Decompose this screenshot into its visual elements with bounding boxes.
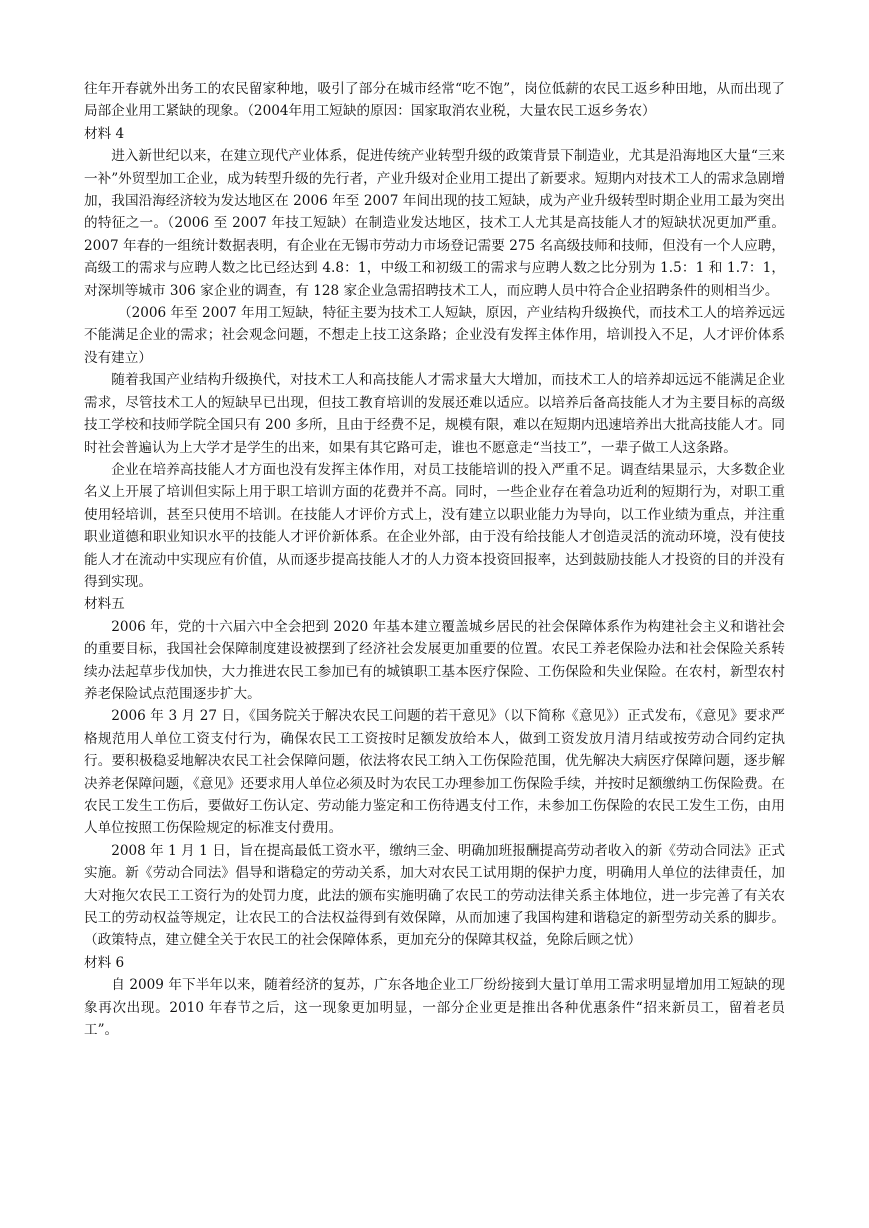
document-page bbox=[84, 78, 785, 1041]
paragraph-material-6-1: 自 2009 年下半年以来，随着经济的复苏，广东各地企业工厂纷纷接到大量订单用工需求明显增加用工短缺的现象再次出现。2010 年春节之后，这一现象更加明显，一部分企业更是推出各种优惠条件“招来新员工，留着老员工”。 bbox=[84, 977, 785, 1039]
paragraph-intro: 往年开春就外出务工的农民留家种地，吸引了部分在城市经常“吃不饱”，岗位低薪的农民工返乡种田地，从而出现了局部企业用工紧缺的现象。（2004年用工短缺的原因：国家取消农业税，大量农民工返乡务农） bbox=[84, 81, 785, 120]
paragraph-material-4-3: 企业在培养高技能人才方面也没有发挥主体作用，对员工技能培训的投入严重不足。调查结果显示，大多数企业名义上开展了培训但实际上用于职工培训方面的花费并不高。同时，一些企业存在着急功近利的短期行为，对职工重使用轻培训，甚至只使用不培训。在技能人才评价方式上，没有建立以职业能力为导向，以工作业绩为重点，并注重职业道德和职业知识水平的技能人才评价新体系。在企业外部，由于没有给技能人才创造灵活的流动环境，没有使技能人才在流动中实现应有价值，从而逐步提高技能人才的人力资本投资回报率，达到鼓励技能人才投资的目的并没有得到实现。 bbox=[84, 461, 785, 590]
paragraph-material-4-note: （2006 年至 2007 年用工短缺，特征主要为技术工人短缺，原因，产业结构升级换代，而技术工人的培养远远不能满足企业的需求；社会观念问题，不想走上技工这条路；企业没有发挥主体作用，培训投入不足，人才评价体系没有建立） bbox=[84, 305, 785, 366]
heading-material-6: 材料 6 bbox=[84, 954, 125, 971]
paragraph-material-5-3: 2008 年 1 月 1 日，旨在提高最低工资水平，缴纳三金、明确加班报酬提高劳动者收入的新《劳动合同法》正式实施。新《劳动合同法》倡导和谐稳定的劳动关系，加大对农民工试用期的保护力度，明确用人单位的法律责任，加大对拖欠农民工工资行为的处罚力度，此法的颁布实施明确了农民工的劳动法律关系主体地位，进一步完善了有关农民工的劳动权益等规定，让农民工的合法权益得到有效保障，从而加速了我国构建和谐稳定的新型劳动关系的脚步。（政策特点，建立健全关于农民工的社会保障体系，更加充分的保障其权益，免除后顾之忧） bbox=[84, 842, 785, 949]
paragraph-material-5-1: 2006 年，党的十六届六中全会把到 2020 年基本建立覆盖城乡居民的社会保障体系作为构建社会主义和谐社会的重要目标，我国社会保障制度建设被摆到了经济社会发展更加重要的位置。农民工养老保险办法和社会保险关系转续办法起草步伐加快，大力推进农民工参加已有的城镇职工基本医疗保险、工伤保险和失业保险。在农村，新型农村养老保险试点范围逐步扩大。 bbox=[84, 618, 785, 702]
heading-material-4: 材料 4 bbox=[84, 125, 125, 142]
paragraph-material-5-2: 2006 年 3 月 27 日，《国务院关于解决农民工问题的若干意见》（以下简称《意见》）正式发布，《意见》要求严格规范用人单位工资支付行为，确保农民工工资按时足额发放给本人，做到工资发放月清月结或按劳动合同约定执行。要积极稳妥地解决农民工社会保障问题，依法将农民工纳入工伤保险范围，优先解决大病医疗保障问题，逐步解决养老保障问题，《意见》还要求用人单位必须及时为农民工办理参加工伤保险手续，并按时足额缴纳工伤保险费。在农民工发生工伤后，要做好工伤认定、劳动能力鉴定和工伤待遇支付工作，未参加工伤保险的农民工发生工伤，由用人单位按照工伤保险规定的标准支付费用。 bbox=[84, 708, 785, 837]
paragraph-material-4-1: 进入新世纪以来，在建立现代产业体系，促进传统产业转型升级的政策背景下制造业，尤其是沿海地区大量“三来一补”外贸型加工企业，成为转型升级的先行者，产业升级对企业用工提出了新要求。短期内对技术工人的需求急剧增加，我国沿海经济较为发达地区在 2006 年至 2007 年间出现的技工短缺，成为产业升级转型时期企业用工最为突出的特征之一。（2006 至 2007 年技工短缺）在制造业发达地区，技术工人尤其是高技能人才的短缺状况更加严重。2007 年春的一组统计数据表明，有企业在无锡市劳动力市场登记需要 275 名高级技师和技师，但没有一个人应聘，高级工的需求与应聘人数之比已经达到 4.8：1，中级工和初级工的需求与应聘人数之比分别为 1.5：1 和 1.7：1，对深圳等城市 306 家企业的调查，有 128 家企业急需招聘技术工人，而应聘人员中符合企业招聘条件的则相当少。 bbox=[84, 148, 785, 299]
heading-material-5: 材料五 bbox=[84, 596, 125, 613]
paragraph-material-4-2: 随着我国产业结构升级换代，对技术工人和高技能人才需求量大大增加，而技术工人的培养却远远不能满足企业需求，尽管技术工人的短缺早已出现，但技工教育培训的发展还难以适应。以培养后备高技能人才为主要目标的高级技工学校和技师学院全国只有 200 多所，且由于经费不足，规模有限，难以在短期内迅速培养出大批高技能人才。同时社会普遍认为上大学才是学生的出来，如果有其它路可走，谁也不愿意走“当技工”，一辈子做工人这条路。 bbox=[84, 372, 785, 456]
